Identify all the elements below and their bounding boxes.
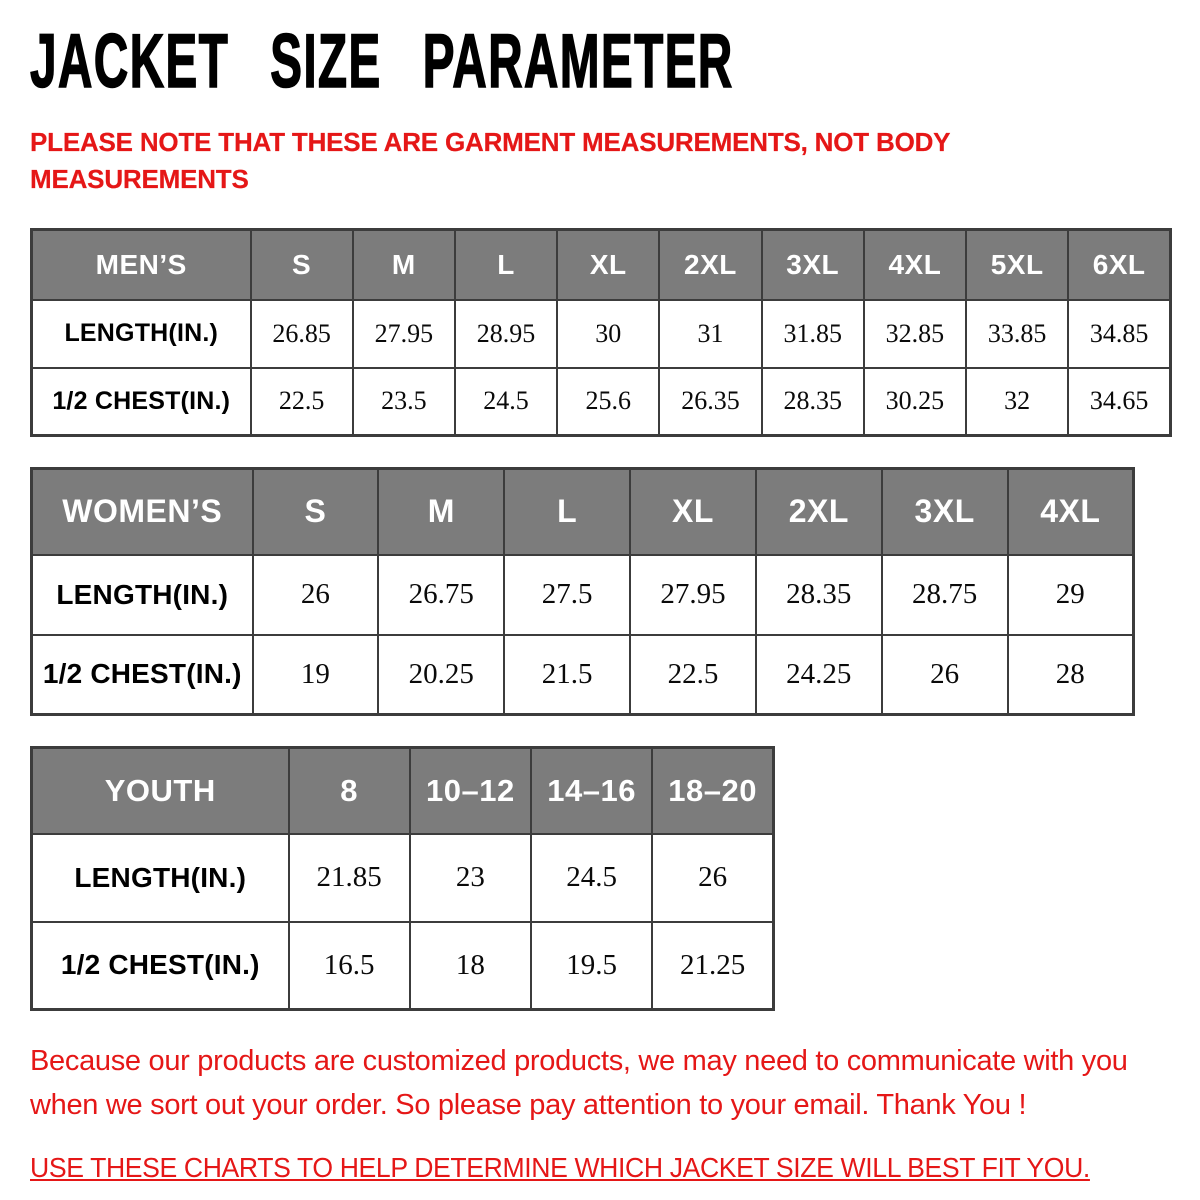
value-cell: 28.35 (756, 555, 882, 635)
value-cell: 21.85 (289, 834, 410, 922)
value-cell: 23.5 (353, 368, 455, 436)
header-row (32, 469, 1134, 555)
table-row (32, 300, 1171, 368)
value-cell: 24.25 (756, 635, 882, 715)
size-header-cell: 8 (289, 748, 410, 834)
value-cell: 27.5 (504, 555, 630, 635)
value-cell: 19 (253, 635, 379, 715)
mens-size-table-container (30, 228, 1172, 437)
value-cell: 26 (253, 555, 379, 635)
value-cell: 32 (966, 368, 1068, 436)
value-cell: 23 (410, 834, 531, 922)
value-cell: 32.85 (864, 300, 966, 368)
table-title-cell: MEN’S (32, 230, 251, 300)
value-cell: 28.35 (762, 368, 864, 436)
value-cell: 26.75 (378, 555, 504, 635)
size-header-cell: 4XL (864, 230, 966, 300)
row-label-cell: LENGTH(IN.) (32, 834, 289, 922)
size-header-cell: XL (557, 230, 659, 300)
womens-size-table-container (30, 467, 1172, 716)
value-cell: 20.25 (378, 635, 504, 715)
chart-usage-instruction: USE THESE CHARTS TO HELP DETERMINE WHICH JACKET SIZE WILL BEST FIT YOU. (30, 1151, 1090, 1183)
size-header-cell: 6XL (1068, 230, 1170, 300)
value-cell: 22.5 (630, 635, 756, 715)
table-row (32, 368, 1171, 436)
value-cell: 30 (557, 300, 659, 368)
row-label-cell: 1/2 CHEST(IN.) (32, 635, 253, 715)
customization-notice: Because our products are customized products, we may need to communicate with you when we sort out your order. So please pay attention to your email. Thank You ! (30, 1045, 1128, 1122)
size-header-cell: M (378, 469, 504, 555)
size-header-cell: L (455, 230, 557, 300)
value-cell: 34.65 (1068, 368, 1170, 436)
value-cell: 33.85 (966, 300, 1068, 368)
table-row (32, 635, 1134, 715)
value-cell: 22.5 (251, 368, 353, 436)
size-header-cell: M (353, 230, 455, 300)
value-cell: 31.85 (762, 300, 864, 368)
size-header-cell: 3XL (882, 469, 1008, 555)
size-header-cell: 10–12 (410, 748, 531, 834)
value-cell: 26 (652, 834, 773, 922)
size-header-cell: 3XL (762, 230, 864, 300)
value-cell: 26.85 (251, 300, 353, 368)
table-title-cell: YOUTH (32, 748, 289, 834)
size-header-cell: S (253, 469, 379, 555)
size-header-cell: L (504, 469, 630, 555)
table-row (32, 834, 774, 922)
value-cell: 21.25 (652, 922, 773, 1010)
size-header-cell: 14–16 (531, 748, 652, 834)
value-cell: 19.5 (531, 922, 652, 1010)
size-header-cell: 2XL (756, 469, 882, 555)
value-cell: 24.5 (455, 368, 557, 436)
value-cell: 16.5 (289, 922, 410, 1010)
page-title: JACKET SIZE PARAMETER (30, 19, 734, 104)
value-cell: 29 (1008, 555, 1134, 635)
youth-size-table (30, 746, 775, 1011)
header-row (32, 748, 774, 834)
row-label-cell: LENGTH(IN.) (32, 300, 251, 368)
garment-measurement-note: PLEASE NOTE THAT THESE ARE GARMENT MEASUREMENTS, NOT BODY MEASUREMENTS (30, 127, 950, 195)
value-cell: 21.5 (504, 635, 630, 715)
value-cell: 34.85 (1068, 300, 1170, 368)
value-cell: 30.25 (864, 368, 966, 436)
womens-size-table (30, 467, 1135, 716)
size-header-cell: XL (630, 469, 756, 555)
value-cell: 28 (1008, 635, 1134, 715)
header-row (32, 230, 1171, 300)
row-label-cell: 1/2 CHEST(IN.) (32, 922, 289, 1010)
value-cell: 31 (659, 300, 761, 368)
value-cell: 26 (882, 635, 1008, 715)
value-cell: 27.95 (630, 555, 756, 635)
row-label-cell: LENGTH(IN.) (32, 555, 253, 635)
value-cell: 27.95 (353, 300, 455, 368)
size-header-cell: 18–20 (652, 748, 773, 834)
value-cell: 28.95 (455, 300, 557, 368)
value-cell: 24.5 (531, 834, 652, 922)
row-label-cell: 1/2 CHEST(IN.) (32, 368, 251, 436)
table-title-cell: WOMEN’S (32, 469, 253, 555)
size-header-cell: 4XL (1008, 469, 1134, 555)
youth-size-table-container (30, 746, 1172, 1011)
value-cell: 26.35 (659, 368, 761, 436)
value-cell: 28.75 (882, 555, 1008, 635)
value-cell: 18 (410, 922, 531, 1010)
size-header-cell: 2XL (659, 230, 761, 300)
value-cell: 25.6 (557, 368, 659, 436)
table-row (32, 922, 774, 1010)
table-row (32, 555, 1134, 635)
size-header-cell: S (251, 230, 353, 300)
mens-size-table (30, 228, 1172, 437)
size-header-cell: 5XL (966, 230, 1068, 300)
